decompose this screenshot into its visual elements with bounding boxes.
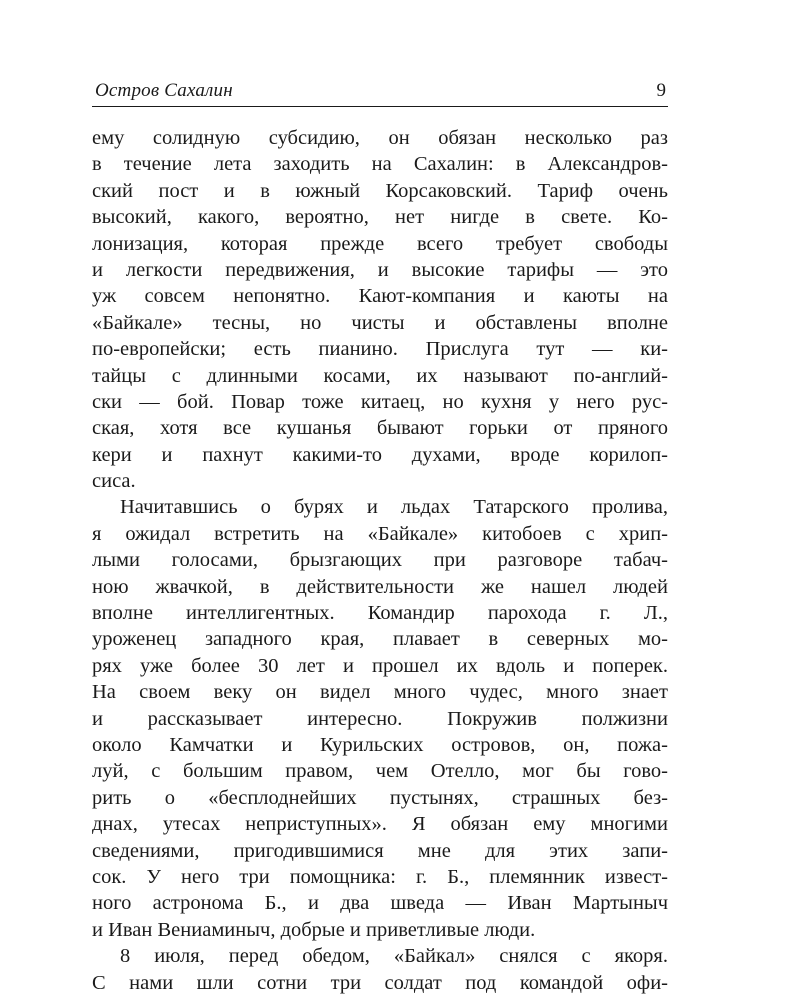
text-line: ему солидную субсидию, он обязан несколько раз [92, 127, 668, 149]
text-line: сиса. [92, 470, 136, 493]
text-line: уроженец западного края, плавает в северных мо- [92, 628, 668, 651]
text-line: в течение лета заходить на Сахалин: в Александров- [92, 153, 668, 176]
text-line: кери и пахнут какими-то духами, вроде корилоп- [92, 443, 668, 466]
text-line: лонизация, которая прежде всего требует свободы [92, 232, 668, 255]
text-line: 8 июля, перед обедом, «Байкал» снялся с якоря. [120, 945, 668, 968]
text-line: лыми голосами, брызгающих при разговоре табач- [92, 549, 668, 572]
text-line: по-европейски; есть пианино. Прислуга тут — ки- [92, 338, 668, 361]
text-line: сведениями, пригодившимися мне для этих запи- [92, 839, 668, 862]
text-line: днах, утесах неприступных». Я обязан ему многими [92, 813, 668, 836]
paragraph [92, 943, 668, 996]
paragraph [92, 125, 668, 494]
text-line: ски — бой. Повар тоже китаец, но кухня у него рус- [92, 390, 668, 413]
text-line: вполне интеллигентных. Командир парохода г. Л., [92, 602, 668, 625]
running-title: Остров Сахалин [95, 80, 233, 101]
text-line: С нами шли сотни три солдат под командой офи- [92, 971, 668, 994]
text-line: тайцы с длинными косами, их называют по-англий- [92, 364, 668, 387]
text-line: высокий, какого, вероятно, нет нигде в свете. Ко- [92, 206, 668, 229]
book-page [92, 76, 668, 996]
text-line: и Иван Вениаминыч, добрые и приветливые люди. [92, 918, 536, 941]
text-line: уж совсем непонятно. Кают-компания и каюты на [92, 285, 668, 308]
text-line: На своем веку он видел много чудес, много знает [92, 681, 668, 704]
text-line: ский пост и в южный Корсаковский. Тариф очень [92, 179, 668, 202]
text-line: луй, с большим правом, чем Отелло, мог бы гово- [92, 760, 668, 783]
text-line: ская, хотя все кушанья бывают горьки от пряного [92, 417, 668, 440]
paragraph [92, 494, 668, 943]
text-line: рях уже более 30 лет и прошел их вдоль и поперек. [92, 654, 668, 677]
page-number: 9 [656, 80, 666, 101]
text-line: я ожидал встретить на «Байкале» китобоев с хрип- [92, 522, 668, 545]
text-line: «Байкале» тесны, но чисты и обставлены вполне [92, 311, 668, 334]
running-header [92, 76, 668, 107]
text-line: и рассказывает интересно. Покружив полжизни [92, 707, 668, 730]
text-line: сок. У него три помощника: г. Б., племянник извест- [92, 865, 668, 888]
text-line: Начитавшись о бурях и льдах Татарского пролива, [120, 496, 668, 519]
text-line: ного астронома Б., и два шведа — Иван Мартыныч [92, 892, 668, 915]
text-line: и легкости передвижения, и высокие тарифы — это [92, 258, 668, 281]
text-line: рить о «бесплоднейших пустынях, страшных без- [92, 786, 668, 809]
text-line: ною жвачкой, в действительности же нашел людей [92, 575, 668, 598]
body-text [92, 125, 668, 996]
text-line: около Камчатки и Курильских островов, он, пожа- [92, 733, 668, 756]
